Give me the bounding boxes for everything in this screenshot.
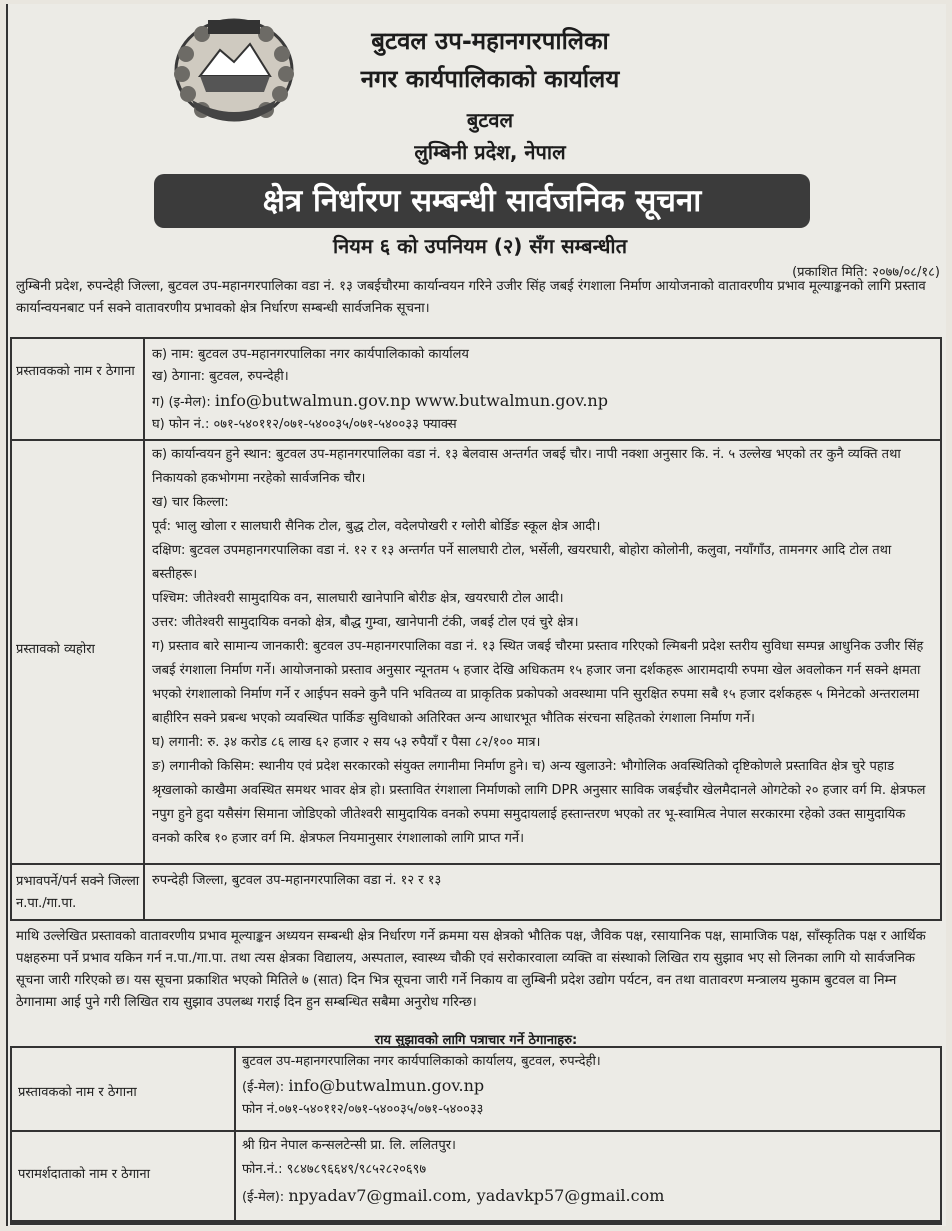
proponent-phone: घ) फोन नं.: ०७१-५४०११२/०७१-५४००३५/०७१-५४००३३ फ्याक्स: [152, 417, 457, 432]
email-prefix: (ई-मेल):: [242, 1190, 285, 1205]
proponent-label: प्रस्तावकको नाम र ठेगाना: [18, 1085, 137, 1100]
detail-north: उत्तर: जीतेश्वरी सामुदायिक वनको क्षेत्र, बौद्ध गुम्वा, खानेपानी टंकी, जबई टोल एवं चुरे क्षेत्र।: [152, 615, 579, 630]
city-name: बुटवल: [466, 108, 514, 132]
consultant-label: परामर्शदाताको नाम र ठेगाना: [18, 1167, 150, 1182]
detail-investment: ङ) लगानीको किसिम: स्थानीय एवं प्रदेश सरकारको संयुक्त लगानीमा निर्माण हुने। च) अन्य खुलाउने: भौगोलिक अवस्थितिको दृष्टिकोणले प्रस्तावित क्षेत्र चुरे पहाड श्रृखलाको काखैमा अवस्थित समथर भावर क्षेत्र हो। प्रस्तावित रंगशाला निर्माणको लागि DPR अनुसार साविक जबईचौर खेलमैदानले ओगटेको २० हजार वर्ग मि. क्षेत्रफल नपुग हुने हुदा यसैसंग सिमाना जोडिएको जीतेश्वरी सामुदायिक वनको रुपमा समुदायलाई हस्तान्तरण भएको तर भू-स्वामित्व नेपाल सरकारमा रहेको उक्त सामुदायिक वनको करिब १० हजार वर्ग मि. क्षेत्रफल नियमानुसार रंगशालाको लागि प्राप्त गर्ने।: [152, 759, 926, 846]
email-prefix: (ई-मेल):: [242, 1080, 285, 1095]
detail-general: ग) प्रस्ताव बारे सामान्य जानकारी: बुटवल उप-महानगरपालिका वडा नं. १३ स्थित जबई चौरमा प्रस्ताव गरिएको ल्मिबनी प्रदेश स्तरीय सुविधा सम्पन्न आधुनिक उजीर सिंह जबई रंगशाला निर्माण गर्ने। आयोजनाको प्रस्ताव अनुसार न्यूनतम ५ हजार देखि अधिकतम १५ हजार जना दर्शकहरू आरामदायी रुपमा खेल अवलोकन गर्न सक्ने क्षमता भएको रंगशालाको निर्माण गर्ने र आईपन सक्ने कुनै पनि भवितव्य वा प्राकृतिक प्रकोपको अवस्थामा पनि सुरक्षित रुपमा सबै १५ हजार दर्शकहरू ५ मिनेटको अन्तरालमा बाहीरिन सक्ने प्रबन्ध भएको व्यवस्थित पार्किङ सुविधाको अतिरिक्त अन्य आधारभूत भौतिक संरचना सहितको रंगशाला निर्माण गर्ने।: [152, 639, 924, 726]
proponent-address: ख) ठेगाना: बुटवल, रुपन्देही।: [152, 369, 289, 384]
website-link[interactable]: www.butwalmun.gov.np: [414, 391, 608, 410]
detail-cost: घ) लगानी: रु. ३४ करोड ८६ लाख ६२ हजार २ सय ५३ रुपैयाँ र पैसा ८२/१०० मात्र।: [152, 735, 541, 750]
published-date: (प्रकाशित मिति: २०७७/०८/१८): [792, 265, 940, 280]
affected-value: रुपन्देही जिल्ला, बुटवल उप-महानगरपालिका वडा नं. १२ र १३: [152, 873, 442, 888]
correspondence-heading: राय सुझावको लागि पत्राचार गर्ने ठेगानाहरु:: [374, 1033, 578, 1048]
email-link[interactable]: info@butwalmun.gov.np: [214, 391, 411, 410]
detail-south: दक्षिण: बुटवल उपमहानगरपालिका वडा नं. १२ र १३ अन्तर्गत पर्ने सालघारी टोल, भर्सेली, खयरघारी, बोहोरा कोलोनी, कलुवा, नयाँगाँउ, तामनगर आदि टोल तथा बस्तीहरू।: [152, 543, 892, 582]
proponent-address: बुटवल उप-महानगरपालिका नगर कार्यपालिकाको कार्यालय, बुटवल, रुपन्देही।: [242, 1054, 601, 1069]
proposal-table: [10, 337, 942, 921]
proponent-contact: [152, 389, 934, 415]
proponent-phone: फोन नं.०७१-५४०११२/०७१-५४००३५/०७१-५४००३३: [242, 1102, 484, 1117]
consultant-name: श्री ग्रिन नेपाल कन्सलटेन्सी प्रा. लि. ललितपुर।: [242, 1138, 456, 1153]
proponent-label: प्रस्तावकको नाम र ठेगाना: [16, 364, 135, 379]
email-link[interactable]: info@butwalmun.gov.np: [288, 1076, 485, 1095]
intro-paragraph: लुम्बिनी प्रदेश, रुपन्देही जिल्ला, बुटवल उप-महानगरपालिका वडा नं. १३ जबईचौरमा कार्यान्वयन गरिने उजीर सिंह जबई रंगशाला निर्माण आयोजनाको वातावरणीय प्रभाव मूल्याङ्कनको लागि प्रस्ताव कार्यान्वयनबाट पर्न सक्ने वातावरणीय प्रभावको क्षेत्र निर्धारण सम्बन्धी सार्वजनिक सूचना।: [16, 279, 926, 316]
consultant-email-line: [242, 1184, 932, 1210]
detail-boundary-heading: ख) चार किल्ला:: [152, 495, 229, 510]
province-name: लुम्बिनी प्रदेश, नेपाल: [414, 140, 566, 164]
table-divider: [143, 339, 145, 919]
row-divider: [12, 439, 940, 441]
detail-east: पूर्व: भालु खोला र सालघारी सैनिक टोल, बुद्ध टोल, वदेलपोखरी र ग्लोरी बोर्डिङ स्कूल क्षेत्र आदी।: [152, 519, 601, 534]
email-prefix: ग) (इ-मेल):: [152, 395, 211, 410]
email-link[interactable]: npyadav7@gmail.com, yadavkp57@gmail.com: [288, 1186, 665, 1205]
bottom-rule: [10, 1222, 942, 1225]
nepal-emblem-icon: [172, 14, 296, 124]
details-label: प्रस्तावको व्यहोरा: [16, 642, 95, 657]
correspondence-table: [10, 1046, 942, 1222]
detail-location: क) कार्यान्वयन हुने स्थान: बुटवल उप-महानगरपालिका वडा नं. १३ बेलवास अन्तर्गत जबई चौर। नापी नक्शा अनुसार कि. नं. ५ उल्लेख भएको तर कुनै व्यक्ति तथा निकायको हकभोगमा नरहेको सार्वजनिक चौर।: [152, 447, 901, 486]
org-name: बुटवल उप-महानगरपालिका: [371, 27, 609, 55]
row-divider: [12, 1130, 940, 1132]
proponent-email-line: [242, 1074, 932, 1100]
notice-paragraph: माथि उल्लेखित प्रस्तावको वातावरणीय प्रभाव मूल्याङ्कन अध्ययन सम्बन्धी क्षेत्र निर्धारण गर्ने क्रममा यस क्षेत्रको भौतिक पक्ष, जैविक पक्ष, रसायानिक पक्ष, सामाजिक पक्ष, साँस्कृतिक पक्ष र आर्थिक पक्षहरुमा पर्ने प्रभाव यकिन गर्न न.पा./गा.पा. तथा त्यस क्षेत्रका विद्यालय, अस्पताल, स्वास्थ्य चौकी एवं सरोकारवाला व्यक्ति वा संस्थाको लिखित राय सुझाव भए सो लिनका लागि यो सार्वजनिक सूचना जारी गरिएको छ। यस सूचना प्रकाशित भएको मितिले ७ (सात) दिन भित्र सूचना जारी गर्ने निकाय वा लुम्बिनी प्रदेश उद्योग पर्यटन, वन तथा वातावरण मन्त्रालय मुकाम बुटवल वा निम्न ठेगानामा आई पुने गरी लिखित राय सुझाव उपलब्ध गराई दिन हुन सम्बन्धित सबैमा अनुरोध गरिन्छ।: [16, 929, 926, 1010]
proponent-name: क) नाम: बुटवल उप-महानगरपालिका नगर कार्यपालिकाको कार्यालय: [152, 347, 469, 362]
notice-subtitle: नियम ६ को उपनियम (२) सँग सम्बन्धीत: [332, 234, 628, 258]
office-name: नगर कार्यपालिकाको कार्यालय: [360, 65, 620, 93]
row-divider: [12, 863, 940, 865]
detail-west: पश्चिम: जीतेश्वरी सामुदायिक वन, सालघारी खानेपानि बोरीङ क्षेत्र, खयरघारी टोल आदी।: [152, 591, 564, 606]
consultant-phone: फोन.नं.: ९८४७८९६६४९/९८५२८२०६९७: [242, 1162, 427, 1177]
affected-label: प्रभावपर्ने/पर्न सक्ने जिल्ला न.पा./गा.पा.: [16, 874, 140, 911]
table-divider: [234, 1048, 236, 1220]
notice-title: क्षेत्र निर्धारण सम्बन्धी सार्वजनिक सूचना: [154, 174, 810, 228]
